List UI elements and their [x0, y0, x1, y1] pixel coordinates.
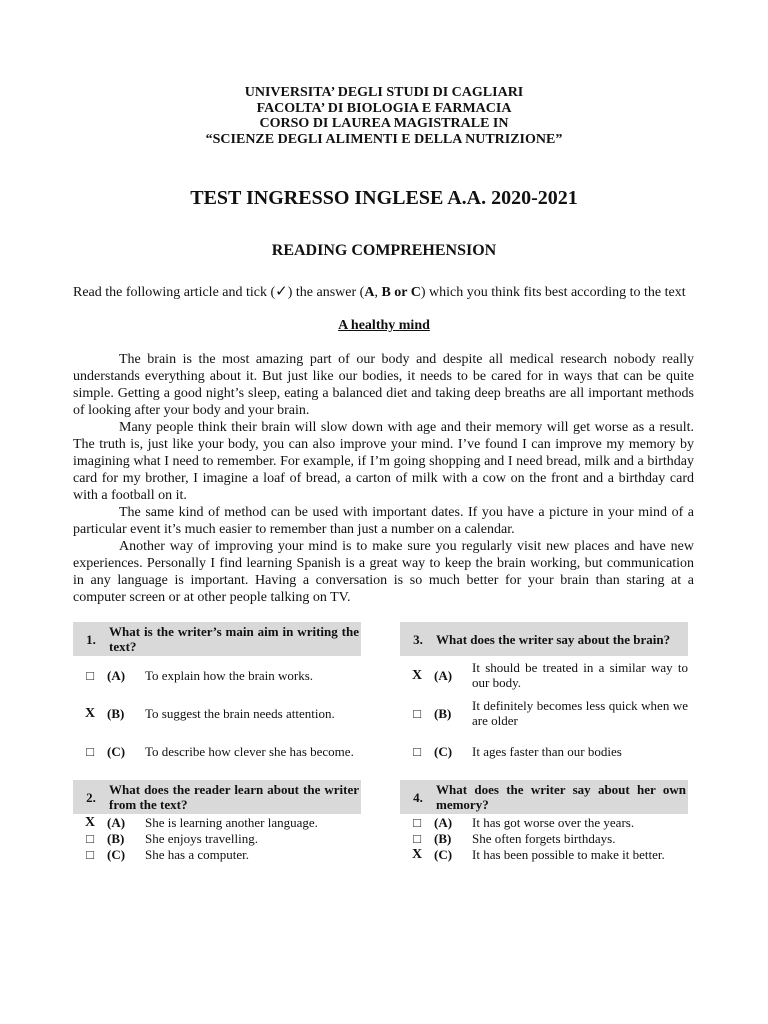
- question-number: 2.: [86, 789, 96, 805]
- checkbox-icon[interactable]: □: [86, 667, 94, 683]
- answer-option-a[interactable]: [73, 656, 361, 694]
- answer-option-a[interactable]: [400, 656, 688, 694]
- instructions-letters-bc: B or C: [381, 285, 421, 300]
- checkbox-icon[interactable]: □: [86, 830, 94, 846]
- section-title: READING COMPREHENSION: [271, 242, 497, 259]
- article-title: A healthy mind: [338, 318, 430, 333]
- answer-option-b[interactable]: [400, 830, 688, 846]
- checkbox-icon[interactable]: □: [413, 743, 421, 759]
- instructions-separator: ,: [374, 285, 382, 300]
- option-text: She often forgets birthdays.: [472, 830, 616, 846]
- article-paragraph: The brain is the most amazing part of our body and despite all medical research nobody really understands everything about it. But just like our bodies, it needs to be cared for in ways that can be quite simple. Getting a good night’s sleep, eating a balanced diet and taking deep breaths are all important methods of looking after your body and your brain.: [73, 352, 694, 418]
- option-text: It has got worse over the years.: [472, 814, 635, 830]
- option-letter: (A): [434, 667, 453, 683]
- question-header: [400, 780, 688, 814]
- test-title: TEST INGRESSO INGLESE A.A. 2020-2021: [190, 187, 578, 209]
- option-letter: (B): [107, 830, 125, 846]
- question-number: 4.: [413, 789, 423, 805]
- answer-option-a[interactable]: [73, 814, 361, 830]
- instructions-text-3: ) which you think fits best according to the text: [420, 285, 686, 300]
- option-letter: (C): [434, 743, 453, 759]
- header-line-faculty: FACOLTA’ DI BIOLOGIA E FARMACIA: [256, 100, 512, 116]
- option-text: It definitely becomes less quick when we are older: [472, 698, 688, 728]
- header-line-university: UNIVERSITA’ DEGLI STUDI DI CAGLIARI: [244, 85, 524, 100]
- article-paragraph: Many people think their brain will slow down with age and their memory will get worse as a result. The truth is, just like your body, you can also improve your mind. I’ve found I can improve my memory by imagining what I need to remember. For example, if I’m going shopping and I need bread, milk and a birthday card for my brother, I imagine a loaf of bread, a carton of milk with a cow on the front and a birthday card with a football on it.: [73, 420, 694, 503]
- question-header: [73, 622, 361, 656]
- question-text: What is the writer’s main aim in writing the text?: [109, 624, 359, 654]
- question-1: [73, 622, 361, 770]
- question-header: [73, 780, 361, 814]
- question-text: What does the writer say about her own memory?: [436, 782, 686, 812]
- checkbox-icon[interactable]: □: [86, 743, 94, 759]
- selected-x-mark[interactable]: X: [411, 667, 423, 683]
- checkbox-icon[interactable]: □: [413, 814, 421, 830]
- answer-option-b[interactable]: [400, 694, 688, 732]
- checkbox-icon[interactable]: □: [413, 705, 421, 721]
- option-text: She is learning another language.: [145, 814, 318, 830]
- checkbox-icon[interactable]: □: [413, 830, 421, 846]
- option-letter: (B): [434, 705, 452, 721]
- header-line-program: “SCIENZE DEGLI ALIMENTI E DELLA NUTRIZIONE”: [205, 131, 563, 147]
- instructions-letter-a: A: [364, 285, 375, 300]
- instructions-text-2: ) the answer (: [287, 285, 365, 300]
- instructions-text-1: Read the following article and tick (: [73, 285, 276, 300]
- article-body: [73, 351, 694, 606]
- option-letter: (C): [107, 846, 126, 862]
- question-text: What does the reader learn about the writer from the text?: [109, 782, 359, 812]
- question-3: [400, 622, 688, 770]
- option-letter: (A): [107, 814, 126, 830]
- option-letter: (C): [107, 743, 126, 759]
- answer-option-b[interactable]: [73, 694, 361, 732]
- option-text: To suggest the brain needs attention.: [145, 705, 335, 721]
- answer-option-c[interactable]: [400, 846, 688, 862]
- question-header: [400, 622, 688, 656]
- question-4: [400, 780, 688, 862]
- instructions: [73, 283, 698, 301]
- selected-x-mark[interactable]: X: [84, 705, 96, 721]
- option-letter: (C): [434, 846, 453, 862]
- option-letter: (A): [434, 814, 453, 830]
- answer-option-b[interactable]: [73, 830, 361, 846]
- answer-option-c[interactable]: [73, 732, 361, 770]
- option-text: It ages faster than our bodies: [472, 743, 622, 759]
- institution-header: [0, 85, 768, 147]
- answer-option-a[interactable]: [400, 814, 688, 830]
- option-letter: (A): [107, 667, 126, 683]
- option-letter: (B): [434, 830, 452, 846]
- tick-icon: ✓: [275, 282, 288, 300]
- question-text: What does the writer say about the brain?: [436, 631, 671, 647]
- question-number: 1.: [86, 631, 96, 647]
- selected-x-mark[interactable]: X: [411, 846, 423, 862]
- article-paragraph: The same kind of method can be used with important dates. If you have a picture in your mind of a particular event it’s much easier to remember than just a number on a calendar.: [73, 505, 694, 537]
- checkbox-icon[interactable]: □: [86, 846, 94, 862]
- option-letter: (B): [107, 705, 125, 721]
- answer-option-c[interactable]: [73, 846, 361, 862]
- question-2: [73, 780, 361, 862]
- option-text: To describe how clever she has become.: [145, 743, 354, 759]
- article-paragraph: Another way of improving your mind is to make sure you regularly visit new places and have new experiences. Personally I find learning Spanish is a great way to keep the brain working, but communication in any language is important. Having a conversation is so much better for your brain than staring at a computer screen or at other people talking on TV.: [73, 539, 694, 605]
- answer-option-c[interactable]: [400, 732, 688, 770]
- option-text: It should be treated in a similar way to our body.: [472, 660, 688, 690]
- option-text: She enjoys travelling.: [145, 830, 259, 846]
- header-line-course: CORSO DI LAUREA MAGISTRALE IN: [259, 116, 509, 131]
- question-number: 3.: [413, 631, 423, 647]
- option-text: To explain how the brain works.: [145, 667, 314, 683]
- option-text: She has a computer.: [145, 846, 249, 862]
- selected-x-mark[interactable]: X: [84, 814, 96, 830]
- option-text: It has been possible to make it better.: [472, 846, 665, 862]
